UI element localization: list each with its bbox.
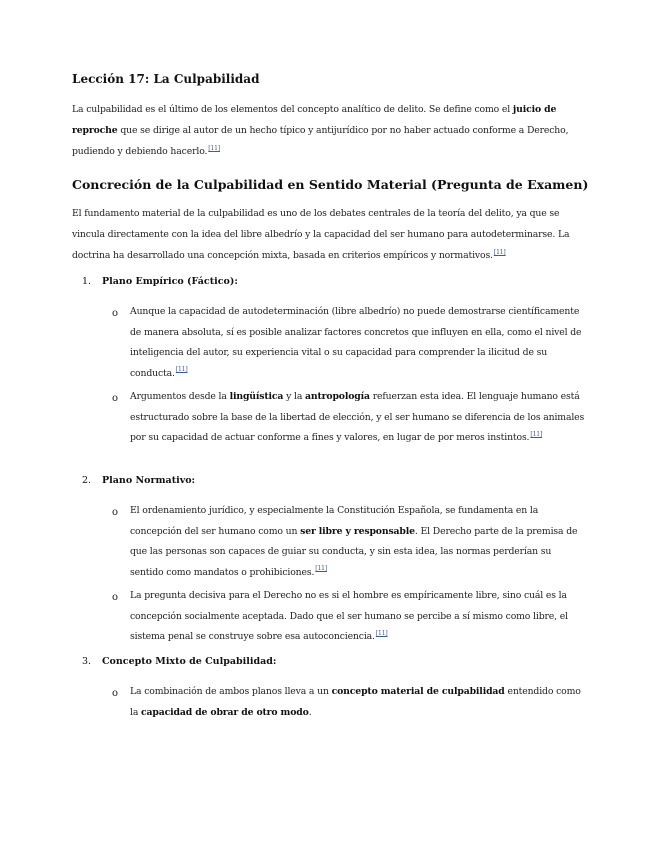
intro-text-2: que se dirige al autor de un hecho típico y antijurídico por no haber actuado conforme a Derecho, pudiendo y debiendo hacerlo.	[72, 125, 569, 157]
footnote-ref[interactable]: [11]	[208, 144, 220, 152]
section-heading: Concreción de la Culpabilidad en Sentido Material (Pregunta de Examen)	[72, 177, 589, 192]
bullet-text	[130, 302, 586, 384]
list-number: 2.	[82, 475, 92, 486]
bullet-text-part: El ordenamiento jurídico, y especialmente la Constitución Española, se fundamenta en la concepción del ser humano como un	[130, 505, 539, 537]
bullet-text	[130, 682, 586, 723]
lesson-intro-paragraph	[72, 99, 587, 162]
bullet-text-part: Argumentos desde la	[130, 391, 230, 402]
bullet-text-part: . El Derecho parte de la premisa de que las personas son capaces de guiar su conducta, y sin esta idea, las normas perderían su sentido como mandatos o prohibiciones.	[130, 525, 578, 578]
bullet-marker: o	[112, 507, 119, 518]
section-intro-paragraph	[72, 203, 587, 266]
list-number: 1.	[82, 276, 92, 287]
footnote-ref[interactable]: [11]	[175, 366, 188, 374]
list-item-title: Plano Normativo:	[102, 475, 196, 486]
bullet-bold-part: capacidad de obrar de otro modo	[141, 706, 309, 718]
bullet-text-part: La combinación de ambos planos lleva a un	[130, 686, 332, 697]
lesson-title: Lección 17: La Culpabilidad	[72, 72, 260, 86]
bullet-text	[130, 586, 586, 648]
bullet-marker: o	[112, 393, 119, 404]
intro-bold-1: juicio de reproche	[72, 104, 557, 136]
footnote-ref[interactable]: [11]	[530, 430, 543, 438]
bullet-bold-part: antropología	[305, 391, 370, 402]
bullet-text-part: refuerzan esta idea. El lenguaje humano está estructurado sobre la base de la libertad de elección, y el ser humano se diferencia de los animales por su capacidad de actuar conforme a fines y valores, en lugar de por meros instintos.	[130, 391, 585, 443]
list-item-title: Plano Empírico (Fáctico):	[102, 276, 238, 287]
list-item-title: Concepto Mixto de Culpabilidad:	[102, 656, 277, 667]
bullet-text	[130, 501, 586, 583]
bullet-bold-part: ser libre y responsable	[300, 525, 415, 537]
list-number: 3.	[82, 656, 92, 667]
bullet-content: Aunque la capacidad de autodeterminación (libre albedrío) no puede demostrarse científicamente de manera absoluta, sí es posible analizar factores concretos que influyen en ella, como el nivel de inteligencia del autor, su experiencia vital o su capacidad para comprender la ilicitud de su conducta.	[130, 306, 582, 379]
bullet-bold-part: lingüística	[229, 391, 284, 402]
footnote-ref[interactable]: [11]	[375, 629, 388, 637]
bullet-text-part: y la	[283, 391, 306, 402]
bullet-text	[130, 387, 586, 449]
bullet-content: La pregunta decisiva para el Derecho no es si el hombre es empíricamente libre, sino cuál es la concepción socialmente aceptada. Dado que el ser humano se percibe a sí mismo como libre, el sistema penal se construye sobre esa autoconciencia.	[130, 590, 568, 642]
section-intro-text: El fundamento material de la culpabilidad es uno de los debates centrales de la teoría del delito, ya que se vincula directamente con la idea del libre albedrío y la capacidad del ser humano para autodeterminarse. La doctrina ha desarrollado una concepción mixta, basada en criterios empíricos y normativos.	[72, 208, 570, 261]
bullet-text-part: entendido como la	[130, 686, 581, 718]
bullet-text-part: .	[308, 706, 312, 718]
footnote-ref[interactable]: [11]	[493, 248, 506, 256]
bullet-marker: o	[112, 688, 119, 699]
bullet-marker: o	[112, 308, 119, 319]
intro-text-1: La culpabilidad es el último de los elementos del concepto analítico de delito. Se define como el	[72, 104, 513, 115]
footnote-ref[interactable]: [11]	[315, 565, 327, 573]
bullet-marker: o	[112, 592, 119, 603]
bullet-bold-part: concepto material de culpabilidad	[331, 686, 505, 697]
